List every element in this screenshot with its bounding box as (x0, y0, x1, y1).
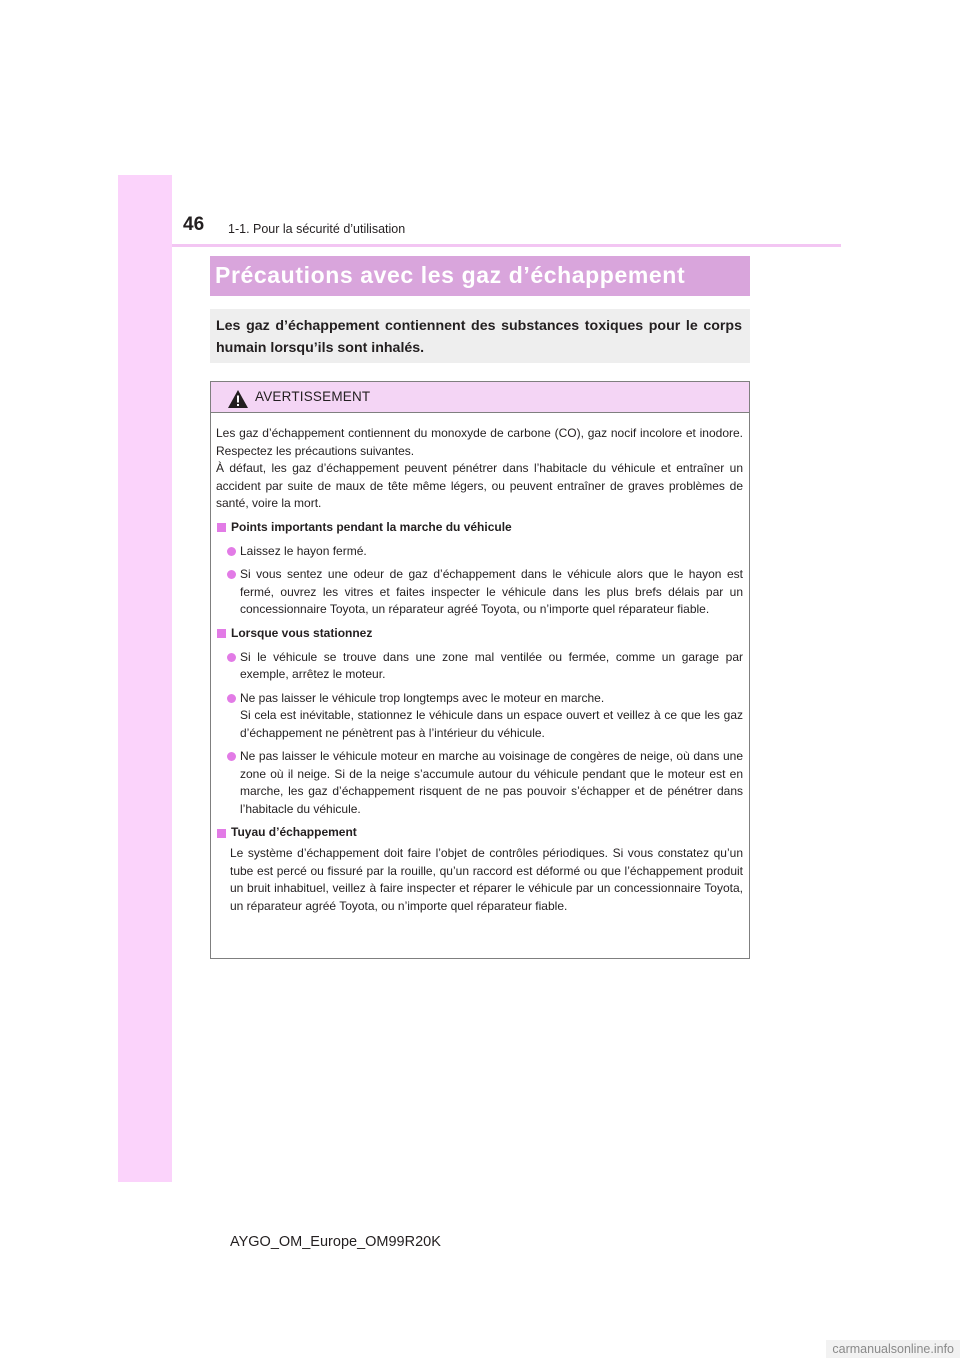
page-title: Précautions avec les gaz d’échappement (215, 262, 686, 288)
dot-bullet-icon (227, 570, 236, 579)
page-number: 46 (183, 214, 205, 235)
header-rule (172, 244, 841, 247)
dot-bullet-icon (227, 547, 236, 556)
square-bullet-icon (217, 629, 226, 638)
dot-bullet-icon (227, 752, 236, 761)
document-code: AYGO_OM_Europe_OM99R20K (230, 1234, 441, 1250)
watermark: carmanualsonline.info (826, 1340, 960, 1358)
side-band (118, 175, 172, 1182)
section-reference: 1-1. Pour la sécurité d’utilisation (228, 222, 406, 236)
list-item: Si le véhicule se trouve dans une zone mal ventilée ou fermée, comme un garage par exemple, arrêtez le moteur. (216, 649, 743, 684)
intro-text: Les gaz d’échappement contiennent des substances toxiques pour le corps humain lorsqu’ils sont inhalés. (216, 318, 742, 356)
warning-triangle-icon (227, 389, 249, 409)
list-item: Ne pas laisser le véhicule trop longtemps avec le moteur en marche. Si cela est inévitable, stationnez le véhicule dans un espace ouvert et veillez à ce que les gaz d’échappement ne pénètrent pas à l’intérieur du véhicule. (216, 690, 743, 743)
list-item: Si vous sentez une odeur de gaz d’échappement dans le véhicule alors que le hayon est fermé, ouvrez les vitres et faites inspecter le véhicule dans les plus brefs délais par un concessionnaire Toyota, un réparateur agréé Toyota, ou n’importe quel réparateur fiable. (216, 566, 743, 619)
section-heading: Lorsque vous stationnez (216, 625, 743, 643)
warning-body (216, 425, 743, 915)
square-bullet-icon (217, 829, 226, 838)
list-item: Ne pas laisser le véhicule moteur en marche au voisinage de congères de neige, où dans une zone où il neige. Si de la neige s’accumule autour du véhicule pendant que le moteur est en marche, les gaz d’échappement risquent de ne pas pouvoir s’échapper et de pénétrer dans l’habitacle du véhicule. (216, 748, 743, 818)
section-text: Le système d’échappement doit faire l’objet de contrôles périodiques. Si vous constatez qu’un tube est percé ou fissuré par la rouille, qu’un raccord est déformé ou que l’échappement produit un bruit inhabituel, veillez à faire inspecter et réparer le véhicule par un concessionnaire Toyota, un réparateur agréé Toyota, ou n’importe quel réparateur fiable. (230, 846, 743, 913)
dot-bullet-icon (227, 694, 236, 703)
square-bullet-icon (217, 523, 226, 532)
warning-intro-1: Les gaz d’échappement contiennent du monoxyde de carbone (CO), gaz nocif incolore et inodore. Respectez les précautions suivantes. (216, 426, 743, 458)
list-item: Laissez le hayon fermé. (216, 543, 743, 561)
warning-header (211, 382, 749, 413)
warning-intro-2: À défaut, les gaz d’échappement peuvent pénétrer dans l’habitacle du véhicule et entraîner un accident par suite de maux de tête même légers, ou peuvent entraîner de graves problèmes de santé, voire la mort. (216, 461, 743, 510)
warning-label: AVERTISSEMENT (255, 389, 371, 404)
section-heading: Tuyau d’échappement (216, 824, 743, 842)
warning-box (210, 381, 750, 959)
section-heading: Points importants pendant la marche du véhicule (216, 519, 743, 537)
dot-bullet-icon (227, 653, 236, 662)
